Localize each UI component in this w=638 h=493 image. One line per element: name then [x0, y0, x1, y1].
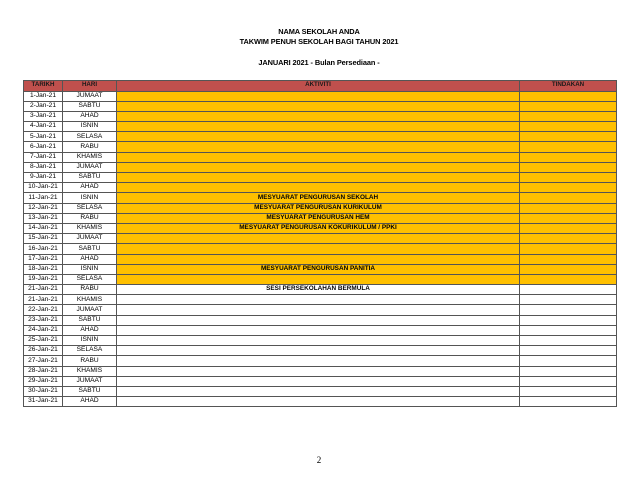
cell-activity — [117, 152, 520, 162]
cell-action — [520, 336, 617, 346]
cell-day: JUMAAT — [63, 305, 117, 315]
cell-day: JUMAAT — [63, 234, 117, 244]
cell-date: 7-Jan-21 — [24, 152, 63, 162]
table-row — [24, 213, 617, 223]
table-row — [24, 111, 617, 121]
cell-day: RABU — [63, 285, 117, 295]
table-row — [24, 132, 617, 142]
cell-day: SELASA — [63, 203, 117, 213]
cell-date: 31-Jan-21 — [24, 397, 63, 407]
table-row — [24, 254, 617, 264]
cell-activity — [117, 183, 520, 193]
cell-activity — [117, 122, 520, 132]
cell-action — [520, 213, 617, 223]
cell-date: 24-Jan-21 — [24, 325, 63, 335]
cell-activity — [117, 173, 520, 183]
cell-day: JUMAAT — [63, 91, 117, 101]
col-header-action: TINDAKAN — [520, 81, 617, 92]
cell-day: KHAMIS — [63, 152, 117, 162]
cell-date: 29-Jan-21 — [24, 376, 63, 386]
cell-activity: MESYUARAT PENGURUSAN PANITIA — [117, 264, 520, 274]
cell-activity — [117, 234, 520, 244]
cell-activity — [117, 91, 520, 101]
cell-date: 21-Jan-21 — [24, 285, 63, 295]
cell-action — [520, 111, 617, 121]
cell-date: 9-Jan-21 — [24, 173, 63, 183]
calendar-rows — [24, 91, 617, 407]
cell-date: 10-Jan-21 — [24, 183, 63, 193]
col-header-activity: AKTIVITI — [117, 81, 520, 92]
cell-day: AHAD — [63, 183, 117, 193]
cell-action — [520, 376, 617, 386]
cell-action — [520, 234, 617, 244]
cell-activity — [117, 356, 520, 366]
cell-action — [520, 315, 617, 325]
table-row — [24, 101, 617, 111]
cell-action — [520, 305, 617, 315]
cell-action — [520, 183, 617, 193]
table-row — [24, 203, 617, 213]
cell-action — [520, 264, 617, 274]
table-row — [24, 346, 617, 356]
cell-day: SELASA — [63, 132, 117, 142]
cell-action — [520, 386, 617, 396]
cell-day: ISNIN — [63, 122, 117, 132]
cell-date: 8-Jan-21 — [24, 162, 63, 172]
cell-date: 23-Jan-21 — [24, 315, 63, 325]
cell-date: 14-Jan-21 — [24, 223, 63, 233]
cell-action — [520, 101, 617, 111]
cell-date: 6-Jan-21 — [24, 142, 63, 152]
cell-date: 26-Jan-21 — [24, 346, 63, 356]
table-row — [24, 91, 617, 101]
cell-date: 1-Jan-21 — [24, 91, 63, 101]
cell-activity: MESYUARAT PENGURUSAN KOKURIKULUM / PPKI — [117, 223, 520, 233]
table-row — [24, 325, 617, 335]
cell-activity — [117, 274, 520, 284]
page-number: 2 — [316, 455, 322, 465]
table-row — [24, 183, 617, 193]
cell-date: 5-Jan-21 — [24, 132, 63, 142]
cell-activity — [117, 244, 520, 254]
table-row — [24, 366, 617, 376]
table-row — [24, 244, 617, 254]
cell-date: 17-Jan-21 — [24, 254, 63, 264]
table-row — [24, 223, 617, 233]
cell-date: 12-Jan-21 — [24, 203, 63, 213]
cell-day: SABTU — [63, 386, 117, 396]
table-row — [24, 234, 617, 244]
calendar-title: TAKWIM PENUH SEKOLAH BAGI TAHUN 2021 — [239, 37, 399, 46]
cell-activity — [117, 101, 520, 111]
cell-action — [520, 397, 617, 407]
table-row — [24, 173, 617, 183]
cell-day: SELASA — [63, 274, 117, 284]
cell-action — [520, 152, 617, 162]
cell-day: KHAMIS — [63, 366, 117, 376]
cell-activity — [117, 111, 520, 121]
table-row — [24, 162, 617, 172]
cell-date: 21-Jan-21 — [24, 295, 63, 305]
table-row — [24, 397, 617, 407]
table-header-row — [24, 81, 617, 92]
cell-action — [520, 274, 617, 284]
cell-activity: MESYUARAT PENGURUSAN KURIKULUM — [117, 203, 520, 213]
table-row — [24, 274, 617, 284]
cell-activity — [117, 376, 520, 386]
table-row — [24, 295, 617, 305]
cell-activity — [117, 295, 520, 305]
cell-action — [520, 162, 617, 172]
cell-activity — [117, 162, 520, 172]
table-row — [24, 356, 617, 366]
table-row — [24, 336, 617, 346]
cell-date: 3-Jan-21 — [24, 111, 63, 121]
table-row — [24, 315, 617, 325]
cell-day: SABTU — [63, 315, 117, 325]
col-header-date: TARIKH — [24, 81, 63, 92]
table-row — [24, 376, 617, 386]
table-row — [24, 122, 617, 132]
cell-activity — [117, 132, 520, 142]
cell-date: 27-Jan-21 — [24, 356, 63, 366]
cell-date: 22-Jan-21 — [24, 305, 63, 315]
cell-day: ISNIN — [63, 336, 117, 346]
table-row — [24, 193, 617, 203]
col-header-day: HARI — [63, 81, 117, 92]
cell-day: RABU — [63, 142, 117, 152]
cell-day: JUMAAT — [63, 162, 117, 172]
table-row — [24, 285, 617, 295]
cell-activity — [117, 346, 520, 356]
cell-day: RABU — [63, 213, 117, 223]
table-row — [24, 152, 617, 162]
table-row — [24, 142, 617, 152]
cell-activity — [117, 142, 520, 152]
cell-day: SABTU — [63, 244, 117, 254]
cell-date: 25-Jan-21 — [24, 336, 63, 346]
cell-day: AHAD — [63, 111, 117, 121]
cell-activity — [117, 315, 520, 325]
cell-day: KHAMIS — [63, 223, 117, 233]
cell-day: SABTU — [63, 173, 117, 183]
cell-action — [520, 142, 617, 152]
cell-action — [520, 285, 617, 295]
cell-day: RABU — [63, 356, 117, 366]
cell-day: ISNIN — [63, 264, 117, 274]
cell-date: 30-Jan-21 — [24, 386, 63, 396]
cell-date: 2-Jan-21 — [24, 101, 63, 111]
cell-action — [520, 173, 617, 183]
school-name: NAMA SEKOLAH ANDA — [278, 27, 360, 36]
cell-day: ISNIN — [63, 193, 117, 203]
cell-action — [520, 295, 617, 305]
cell-action — [520, 254, 617, 264]
cell-day: KHAMIS — [63, 295, 117, 305]
cell-date: 28-Jan-21 — [24, 366, 63, 376]
table-row — [24, 264, 617, 274]
cell-day: AHAD — [63, 254, 117, 264]
cell-activity: SESI PERSEKOLAHAN BERMULA — [117, 285, 520, 295]
cell-action — [520, 325, 617, 335]
cell-activity — [117, 366, 520, 376]
table-row — [24, 386, 617, 396]
cell-action — [520, 244, 617, 254]
cell-activity: MESYUARAT PENGURUSAN HEM — [117, 213, 520, 223]
cell-day: JUMAAT — [63, 376, 117, 386]
cell-activity — [117, 254, 520, 264]
cell-date: 18-Jan-21 — [24, 264, 63, 274]
cell-date: 11-Jan-21 — [24, 193, 63, 203]
cell-day: SABTU — [63, 101, 117, 111]
cell-activity: MESYUARAT PENGURUSAN SEKOLAH — [117, 193, 520, 203]
cell-date: 16-Jan-21 — [24, 244, 63, 254]
cell-action — [520, 346, 617, 356]
table-row — [24, 305, 617, 315]
cell-activity — [117, 336, 520, 346]
month-title: JANUARI 2021 - Bulan Persediaan - — [258, 58, 380, 67]
cell-date: 4-Jan-21 — [24, 122, 63, 132]
cell-action — [520, 122, 617, 132]
calendar-table — [23, 80, 617, 407]
cell-activity — [117, 325, 520, 335]
cell-date: 13-Jan-21 — [24, 213, 63, 223]
cell-day: SELASA — [63, 346, 117, 356]
cell-date: 19-Jan-21 — [24, 274, 63, 284]
cell-activity — [117, 397, 520, 407]
cell-action — [520, 193, 617, 203]
cell-action — [520, 91, 617, 101]
cell-day: AHAD — [63, 397, 117, 407]
cell-action — [520, 203, 617, 213]
cell-activity — [117, 305, 520, 315]
cell-day: AHAD — [63, 325, 117, 335]
cell-action — [520, 223, 617, 233]
cell-activity — [117, 386, 520, 396]
cell-date: 15-Jan-21 — [24, 234, 63, 244]
cell-action — [520, 132, 617, 142]
cell-action — [520, 356, 617, 366]
cell-action — [520, 366, 617, 376]
